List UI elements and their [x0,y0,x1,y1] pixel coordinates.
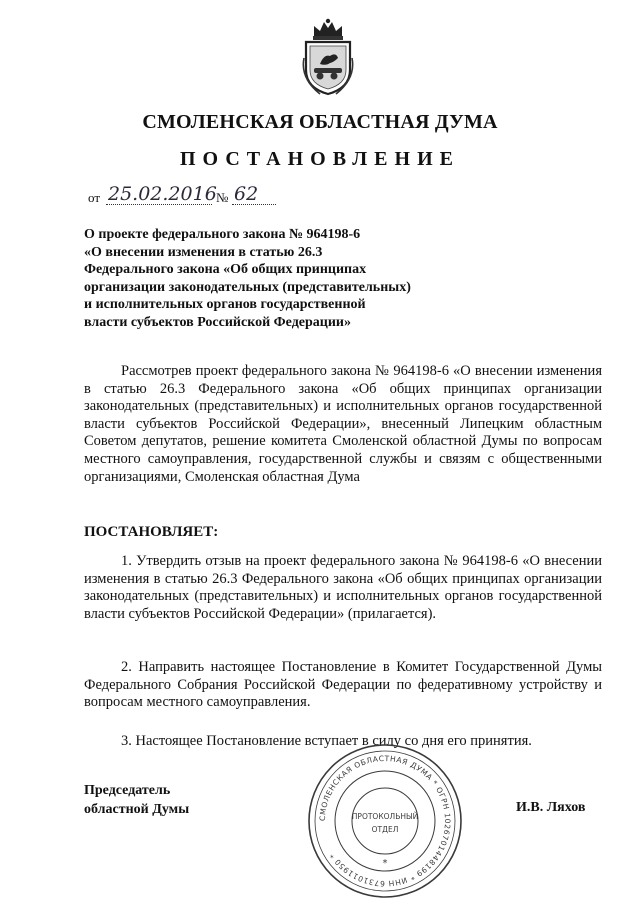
handwritten-number: 62 [232,185,276,205]
coat-of-arms-emblem [300,18,356,96]
date-prefix: от [88,190,101,205]
signatory-name: И.В. Ляхов [516,800,586,815]
document-type-heading: ПОСТАНОВЛЕНИЕ [180,148,460,170]
subject-line: О проекте федерального закона № 964198-6 [84,227,361,242]
stamp-center-line: ПРОТОКОЛЬНЫЙ [351,812,419,821]
signatory-title [84,781,189,819]
decision-item-1: 1. Утвердить отзыв на проект федерального закона № 964198-6 «О внесении изменения в статью 26.3 Федерального закона «Об общих принципах организации законодательных (представительных) и исполнительных органов государственной власти субъектов Российской Федерации» (прилагается). [84,553,602,622]
decision-item-2: 2. Направить настоящее Постановление в Комитет Государственной Думы Федерального Собрания Российской Федерации по федеративному устройству и вопросам местного самоуправления. [84,659,602,711]
subject-line: власти субъектов Российской Федерации» [84,314,351,330]
decree-heading: ПОСТАНОВЛЯЕТ: [84,524,219,540]
subject-line: «О внесении изменения в статью 26.3 [84,244,323,260]
number-prefix: № [216,190,229,205]
handwritten-date: 25.02.2016 [108,183,217,205]
signatory-title-line: Председатель [84,783,171,798]
organization-title: СМОЛЕНСКАЯ ОБЛАСТНАЯ ДУМА [142,111,498,133]
svg-text:СМОЛЕНСКАЯ ОБЛАСТНАЯ ДУМА * ОГ: СМОЛЕНСКАЯ ОБЛАСТНАЯ ДУМА * ОГРН 1026701448199 * ИНН 6731011950 * [317,753,453,889]
official-stamp [306,742,464,900]
signatory-title-line: областной Думы [84,802,190,817]
subject-line: Федерального закона «Об общих принципах [84,262,367,277]
date-number-line [88,183,388,208]
subject-line: организации законодательных (представительных) [84,279,411,295]
decision-item-3: 3. Настоящее Постановление вступает в силу со дня его принятия. [121,733,532,749]
subject-line: и исполнительных органов государственной [84,297,366,312]
intro-paragraph: Рассмотрев проект федерального закона № 964198-6 «О внесении изменения в статью 26.3 Федерального закона «Об общих принципах организации законодательных (представительных) и исполнительных органов государственной власти субъектов Российской Федерации», внесенный Липецким областным Советом депутатов, решение комитета Смоленской областной Думы по вопросам местного самоуправления, государственной службы и связям с общественными организациями, Смоленская областная Дума [84,363,602,485]
stamp-center-line: ОТДЕЛ [371,825,399,834]
svg-text:*: * [382,858,388,869]
document-subject [84,226,464,331]
